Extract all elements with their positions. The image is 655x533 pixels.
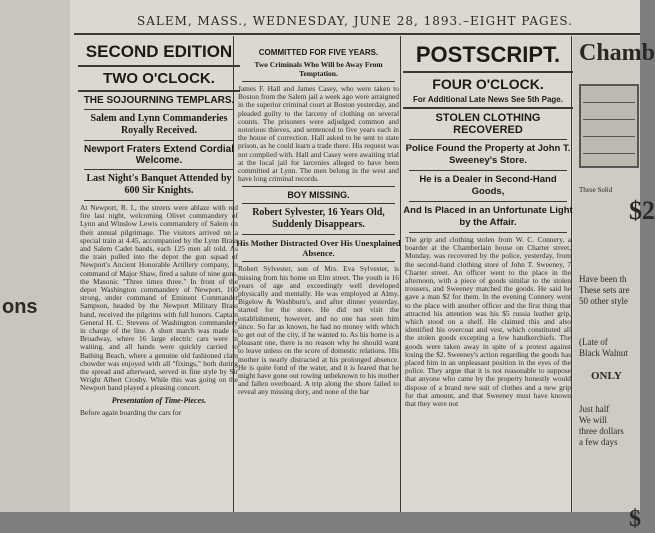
ad-title: Chamb (579, 40, 655, 66)
article-headline: STOLEN CLOTHING RECOVERED (435, 112, 541, 136)
article-body: Before again boarding the cars for (80, 407, 182, 417)
adjacent-page-edge (0, 0, 70, 512)
ad-price: $ (629, 506, 641, 532)
ad-price: $2 (629, 196, 655, 225)
article-deck: Salem and Lynn Commanderies Royally Received. (90, 113, 228, 136)
dresser-illustration (579, 84, 639, 168)
article-body: James F. Hall and James Casey, who were taken to Boston from the Salem jail a week ago were arraigned in the superior criminal court at Boston yesterday, and pleaded guilty to the larceny of clothing on several counts. The prisoners were adjudged common and notorious thieves, and sentenced to five years each in the house of correction. Hall asked to be sent to state prison, as he could learn a trade there. His request was not complied with. Hall and Casey were awaiting trial at the local jail for larcenies alleged to have been committed at Lynn. The men belong in the west and have long criminal records. (238, 84, 399, 184)
article-deck: And Is Placed in an Unfortunate Light by the Affair. (403, 205, 573, 228)
ad-copy: Have been th These sets are 50 other style (Late of Black Walnut ONLY Just half We will three dollars a few days (579, 274, 630, 447)
article-subhead: Presentation of Time-Pieces. (111, 395, 207, 405)
second-edition-heading: SECOND EDITION (85, 42, 233, 61)
column-postscript (403, 38, 573, 512)
masthead-dateline: SALEM, MASS., WEDNESDAY, JUNE 28, 1893.–EIGHT PAGES. (137, 14, 573, 28)
article-headline: COMMITTED FOR FIVE YEARS. (258, 48, 379, 57)
article-body: Robert Sylvester, son of Mrs. Eva Sylvester, is missing from his home on Elm street. The youth is 16 years of age and exceedingly well developed physically and mentally. He was employed at Almy, Bigelow & Washburn's, and after dinner yesterday, started for the store. He did not visit the establishment, however, and no one has seen him since. So far as known, he had no money with which to get out of the city, if he wanted to. As his home is a pleasant one, there is no reason why he should want to leave unless on the score of domestic relations. His mother is nearly distracted at his prolonged absence. He is quite fond of the water, and it is feared that he might have gone out rowing unbeknown to his mother and fallen overboard. A trip along the shore failed to reveal any missing dory, and none of the bar (238, 264, 399, 397)
article-body: At Newport, R. I., the streets were ablaze with red fire last night, welcoming Olivet commandery of Lynn and Winslow Lewis commandery of Salem on their annual pilgrimage. The visitors arrived on a special train at 4.45, accompanied by the Lynn Brass and Salem Cadet bands, each 125 men all told. As the train pulled into the depot the gun squad of Newport's Ancient Honorable Artillery company, in command of Major Shaw, fired a salute of nine guns, the Masonic "Three times three." In front of the depot Washington commandery of Newport, 100 strong, under command of Eminent Commander Sampson, headed by the Newport Military Brass band, received the pilgrims with full honors. Captain General H. C. Stevens of Washington commandery in charge of the line. A short march was made to Broadway, where 16 large electric cars were in waiting, and all hands were quickly carried to Bathing Beach, where a genuine old fashioned clam chowder was enjoyed with all "fixings," both during the spread and afterward, served in fine style by Sir Wright Albert Crosby. While this was going on the Newport band played a pleasing concert. (80, 203, 238, 393)
postscript-heading: POSTSCRIPT. (415, 42, 561, 67)
article-deck: Two Criminals Who Will be Away From Temptation. (254, 60, 383, 78)
column-local-news (236, 38, 401, 512)
article-deck: Newport Fraters Extend Cordial Welcome. (83, 144, 235, 166)
article-headline: BOY MISSING. (287, 190, 350, 201)
left-page-fragment: ons (2, 296, 38, 318)
masthead-rule (74, 33, 640, 35)
late-news-note: For Additional Late News See 5th Page. (413, 95, 563, 104)
ad-caption: These Solid (579, 186, 613, 194)
article-deck: He is a Dealer in Second-Hand Goods, (419, 174, 557, 197)
article-headline: THE SOJOURNING TEMPLARS. (83, 95, 235, 106)
article-deck: Last Night's Banquet Attended by 600 Sir Knights. (86, 173, 232, 196)
column-second-edition (78, 38, 240, 512)
article-body: The grip and clothing stolen from W. C. Connery, a boarder at the Chamberlain house on Charter street, Monday, was recovered by the police, yesterday, from the second-hand clothing store of John T. Sweeney, 7 Charter street. An officer went to the place in the afternoon, with a piece of goods similar to the stolen trousers, and Sweeney matched the goods. He said he gave a man $2 for them. In the evening Connery went to the place with another officer and the first thing that attracted his attention was his $5 russia leather grip, which stood on a shelf. He claimed this and also identified his overcoat and vest, which constituted all the stolen goods excepting a few handkerchiefs. The goods were taken away in spite of a protest against losing the $2. Sweeney's action regarding the goods has placed him in an unpleasant position in the eyes of the police. They argue that it is not reasonable to suppose that anyone who came by the property honestly would dispose of a brand new suit of clothes and a new grip for that amount, and that Sweeney must have known that they were not (405, 235, 571, 409)
article-deck: Robert Sylvester, 16 Years Old, Suddenly Disappears. (252, 207, 385, 231)
four-oclock-heading: FOUR O'CLOCK. (432, 76, 544, 92)
two-oclock-heading: TWO O'CLOCK. (103, 70, 215, 87)
advertisement-column (573, 36, 655, 532)
article-deck: His Mother Distracted Over His Unexplained Absence. (236, 238, 401, 259)
article-deck: Police Found the Property at John T. Sweeney's Store. (405, 143, 571, 166)
